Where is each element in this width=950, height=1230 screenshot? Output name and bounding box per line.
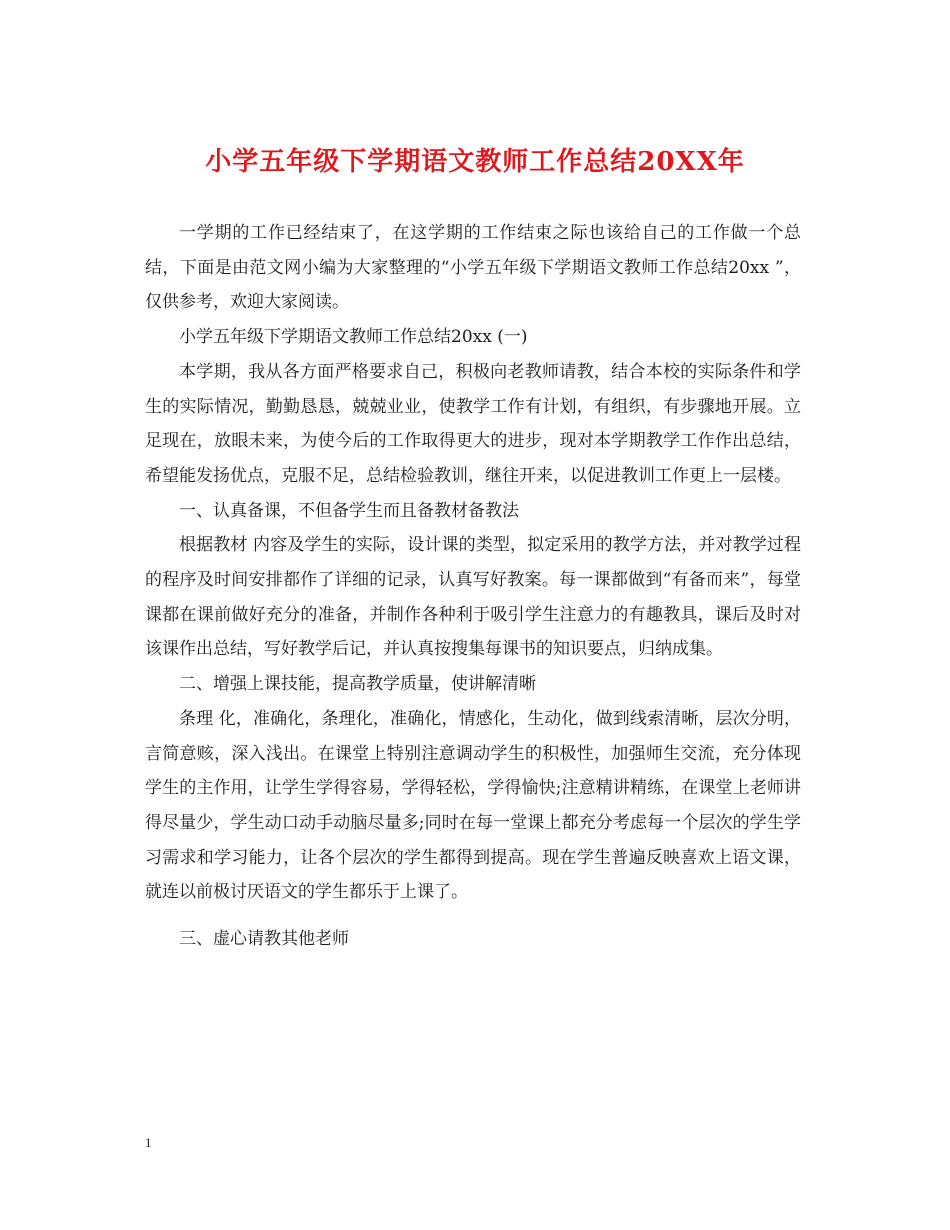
document-title: 小学五年级下学期语文教师工作总结20XX年 <box>205 147 745 177</box>
intro-paragraph: 一学期的工作已经结束了，在这学期的工作结束之际也该给自己的工作做一个总结，下面是由范文网小编为大家整理的“小学五年级下学期语文教师工作总结20xx ”，仅供参考，欢迎大家阅读。 <box>145 223 801 313</box>
section-heading-1: 一、认真备课，不但备学生而且备教材备教法 <box>179 500 519 521</box>
body-paragraph: 根据教材 内容及学生的实际，设计课的类型，拟定采用的教学方法，并对教学过程的程序及时间安排都作了详细的记录，认真写好教案。每一课都做到“有备而来”，每堂课都在课前做好充分的准备，并制作各种利于吸引学生注意力的有趣教具，课后及时对该课作出总结，写好教学后记，并认真按搜集每课书的知识要点，归纳成集。 <box>145 535 801 660</box>
page-number: 1 <box>145 1135 152 1150</box>
section-subtitle: 小学五年级下学期语文教师工作总结20xx (一) <box>179 327 528 348</box>
body-paragraph: 本学期，我从各方面严格要求自己，积极向老教师请教，结合本校的实际条件和学生的实际情况，勤勤恳恳，兢兢业业，使教学工作有计划，有组织，有步骤地开展。立足现在，放眼未来，为使今后的工作取得更大的进步，现对本学期教学工作作出总结，希望能发扬优点，克服不足，总结检验教训，继往开来，以促进教训工作更上一层楼。 <box>145 361 801 486</box>
section-heading-2: 二、增强上课技能，提高教学质量，使讲解清晰 <box>179 674 536 695</box>
section-heading-3: 三、虚心请教其他老师 <box>179 929 349 950</box>
document-body <box>145 216 801 957</box>
body-paragraph: 条理 化，准确化，条理化，准确化，情感化，生动化，做到线索清晰，层次分明，言简意赅，深入浅出。在课堂上特别注意调动学生的积极性，加强师生交流，充分体现学生的主作用，让学生学得容易，学得轻松，学得愉快;注意精讲精练，在课堂上老师讲得尽量少，学生动口动手动脑尽量多;同时在每一堂课上都充分考虑每一个层次的学生学习需求和学习能力，让各个层次的学生都得到提高。现在学生普遍反映喜欢上语文课，就连以前极讨厌语文的学生都乐于上课了。 <box>145 708 801 903</box>
